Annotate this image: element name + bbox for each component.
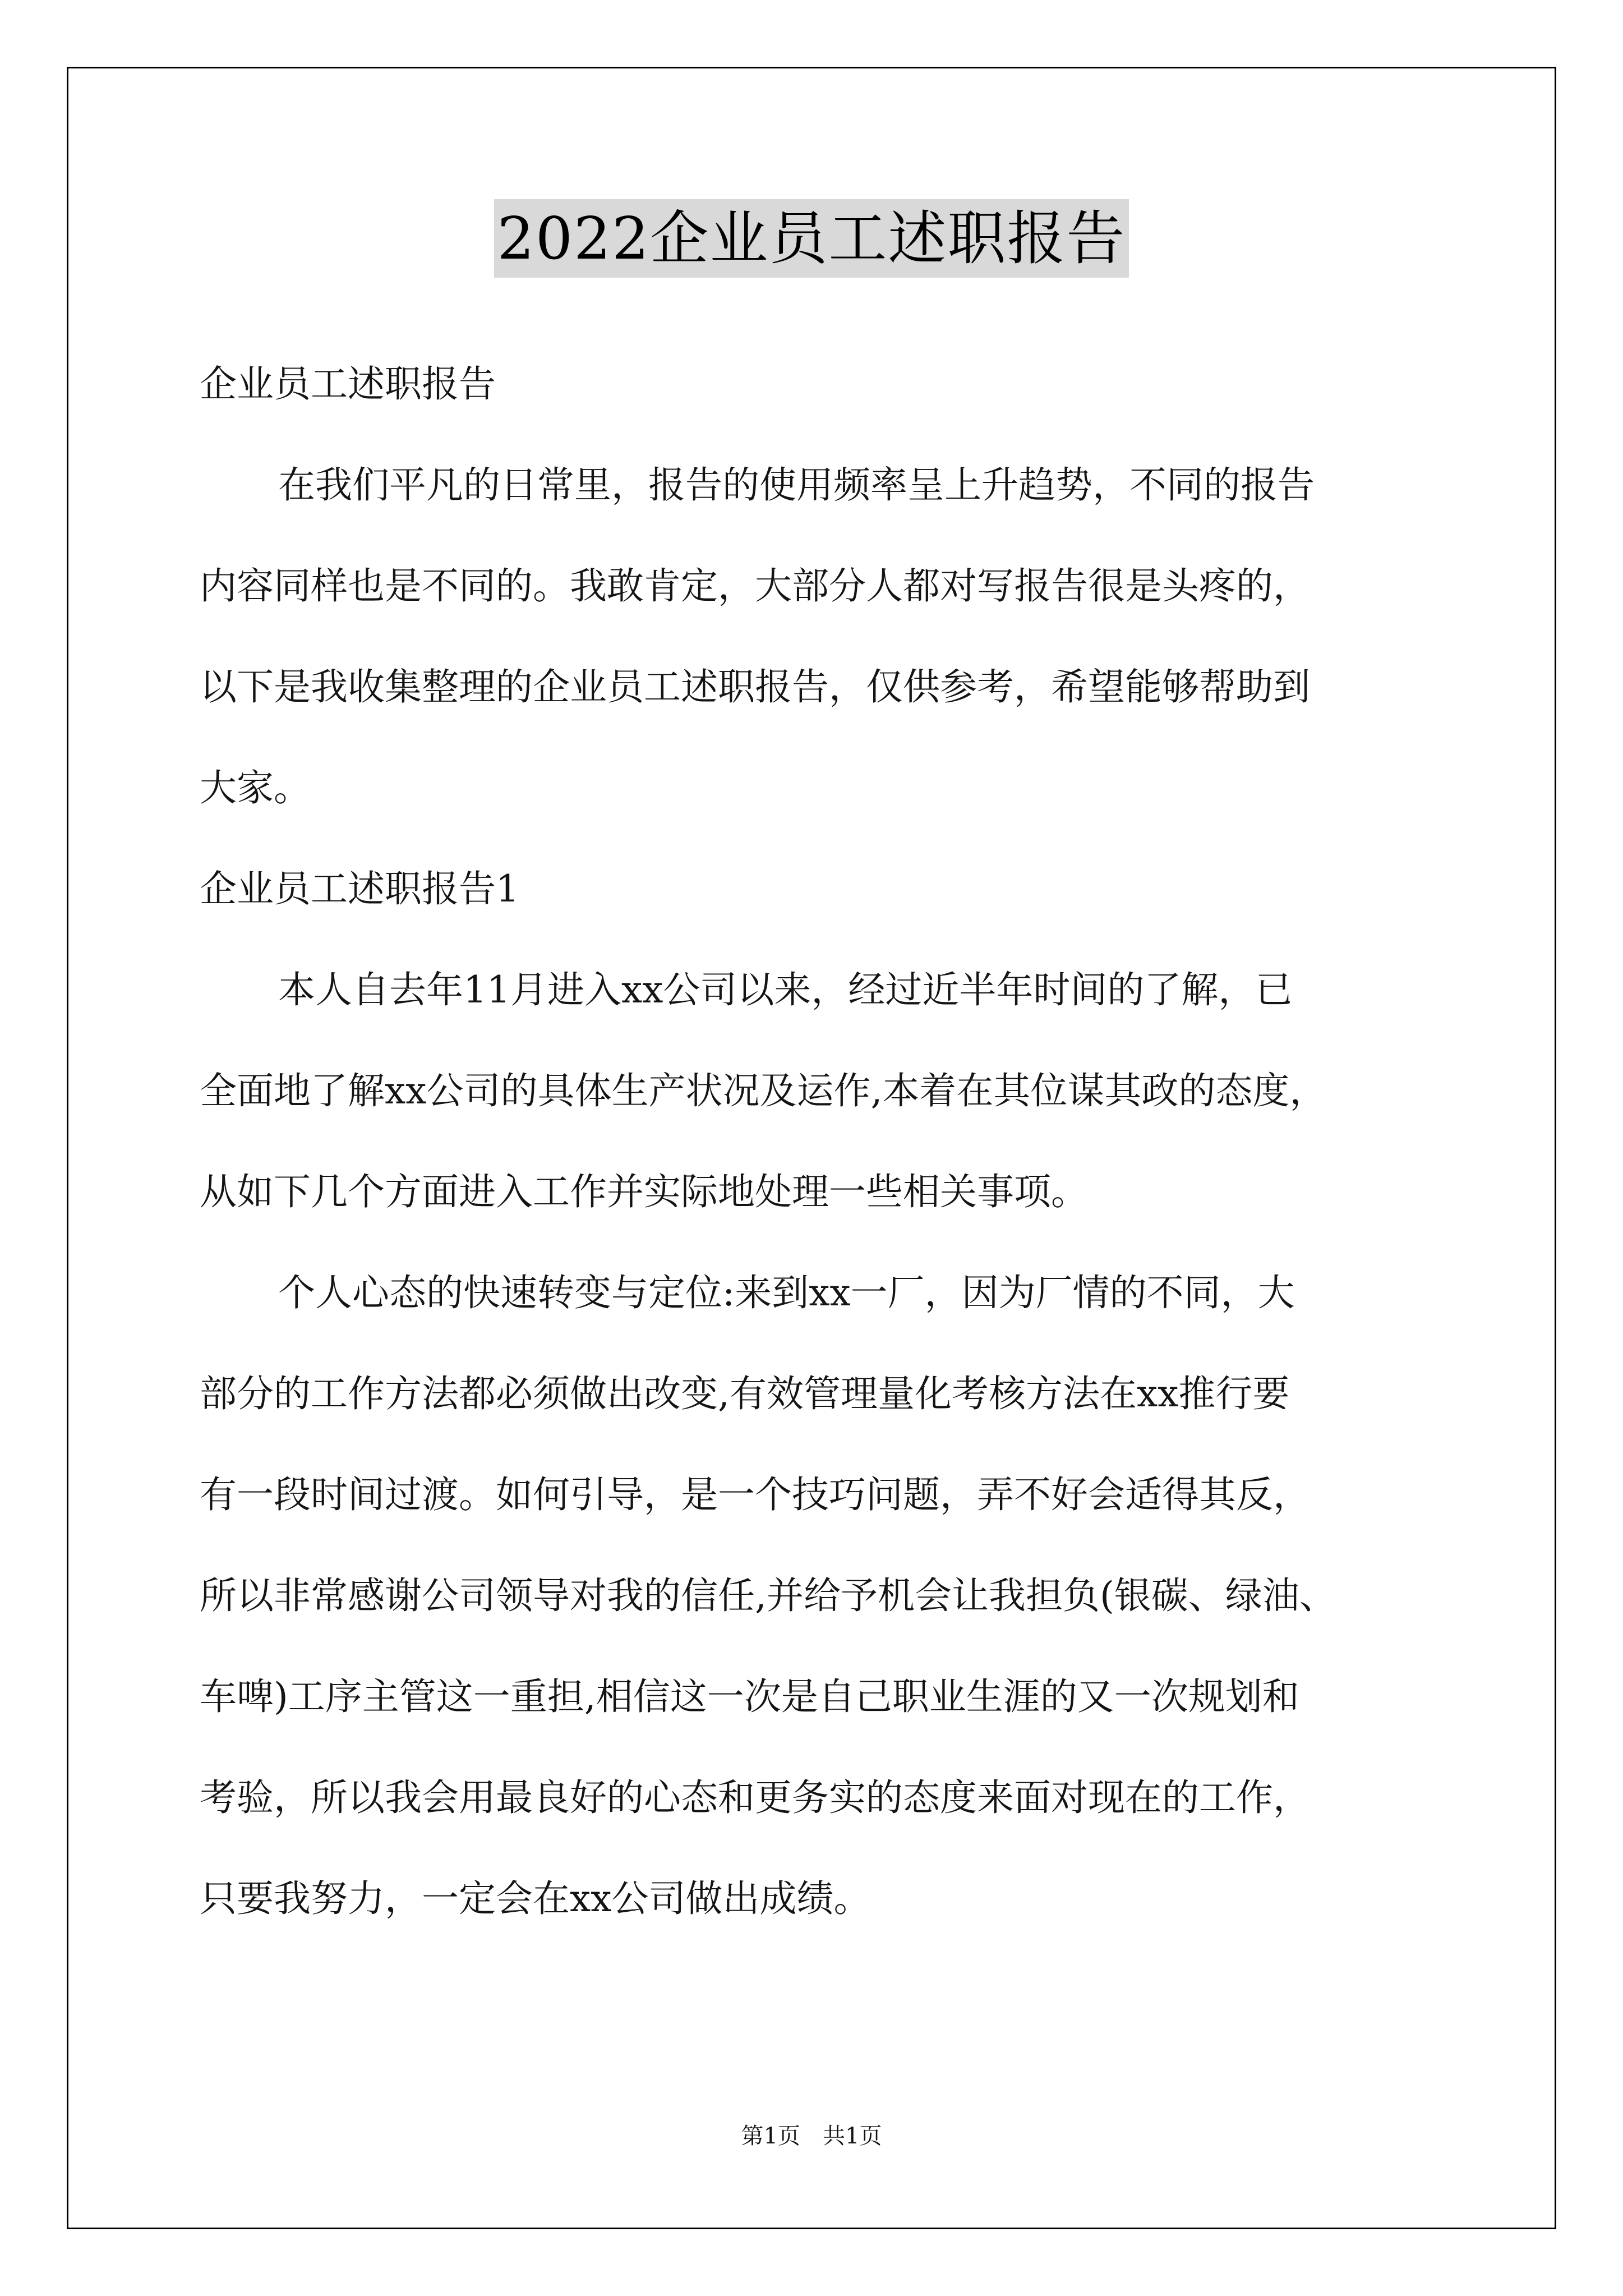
paragraph-line: 车啤)工序主管这一重担,相信这一次是自己职业生涯的又一次规划和 — [200, 1675, 1299, 1718]
paragraph-line: 考验，所以我会用最良好的心态和更务实的态度来面对现在的工作， — [200, 1776, 1310, 1819]
title-container — [0, 199, 1623, 278]
paragraph-line: 所以非常感谢公司领导对我的信任,并给予机会让我担负(银碳、绿油、 — [200, 1574, 1336, 1617]
paragraph-line: 个人心态的快速转变与定位:来到xx一厂，因为厂情的不同，大 — [278, 1271, 1295, 1314]
paragraph-line: 全面地了解xx公司的具体生产状况及运作,本着在其位谋其政的态度， — [200, 1069, 1327, 1112]
paragraph-line: 从如下几个方面进入工作并实际地处理一些相关事项。 — [200, 1170, 1088, 1213]
paragraph-line: 内容同样也是不同的。我敢肯定，大部分人都对写报告很是头疼的， — [200, 564, 1310, 608]
section-heading: 企业员工述职报告 — [200, 362, 496, 406]
paragraph-line: 以下是我收集整理的企业员工述职报告，仅供参考，希望能够帮助到 — [200, 665, 1310, 708]
section-heading: 企业员工述职报告1 — [200, 867, 519, 910]
paragraph-line: 有一段时间过渡。如何引导，是一个技巧问题，弄不好会适得其反， — [200, 1473, 1310, 1516]
paragraph-line: 本人自去年11月进入xx公司以来，经过近半年时间的了解，已 — [278, 968, 1293, 1011]
paragraph-line: 只要我努力，一定会在xx公司做出成绩。 — [200, 1877, 871, 1920]
paragraph-line: 部分的工作方法都必须做出改变,有效管理量化考核方法在xx推行要 — [200, 1372, 1290, 1415]
paragraph-line: 在我们平凡的日常里，报告的使用频率呈上升趋势，不同的报告 — [278, 463, 1315, 507]
paragraph-line: 大家。 — [200, 766, 311, 809]
page-footer: 第1页 共1页 — [741, 2123, 882, 2149]
document-title: 2022企业员工述职报告 — [494, 199, 1129, 278]
